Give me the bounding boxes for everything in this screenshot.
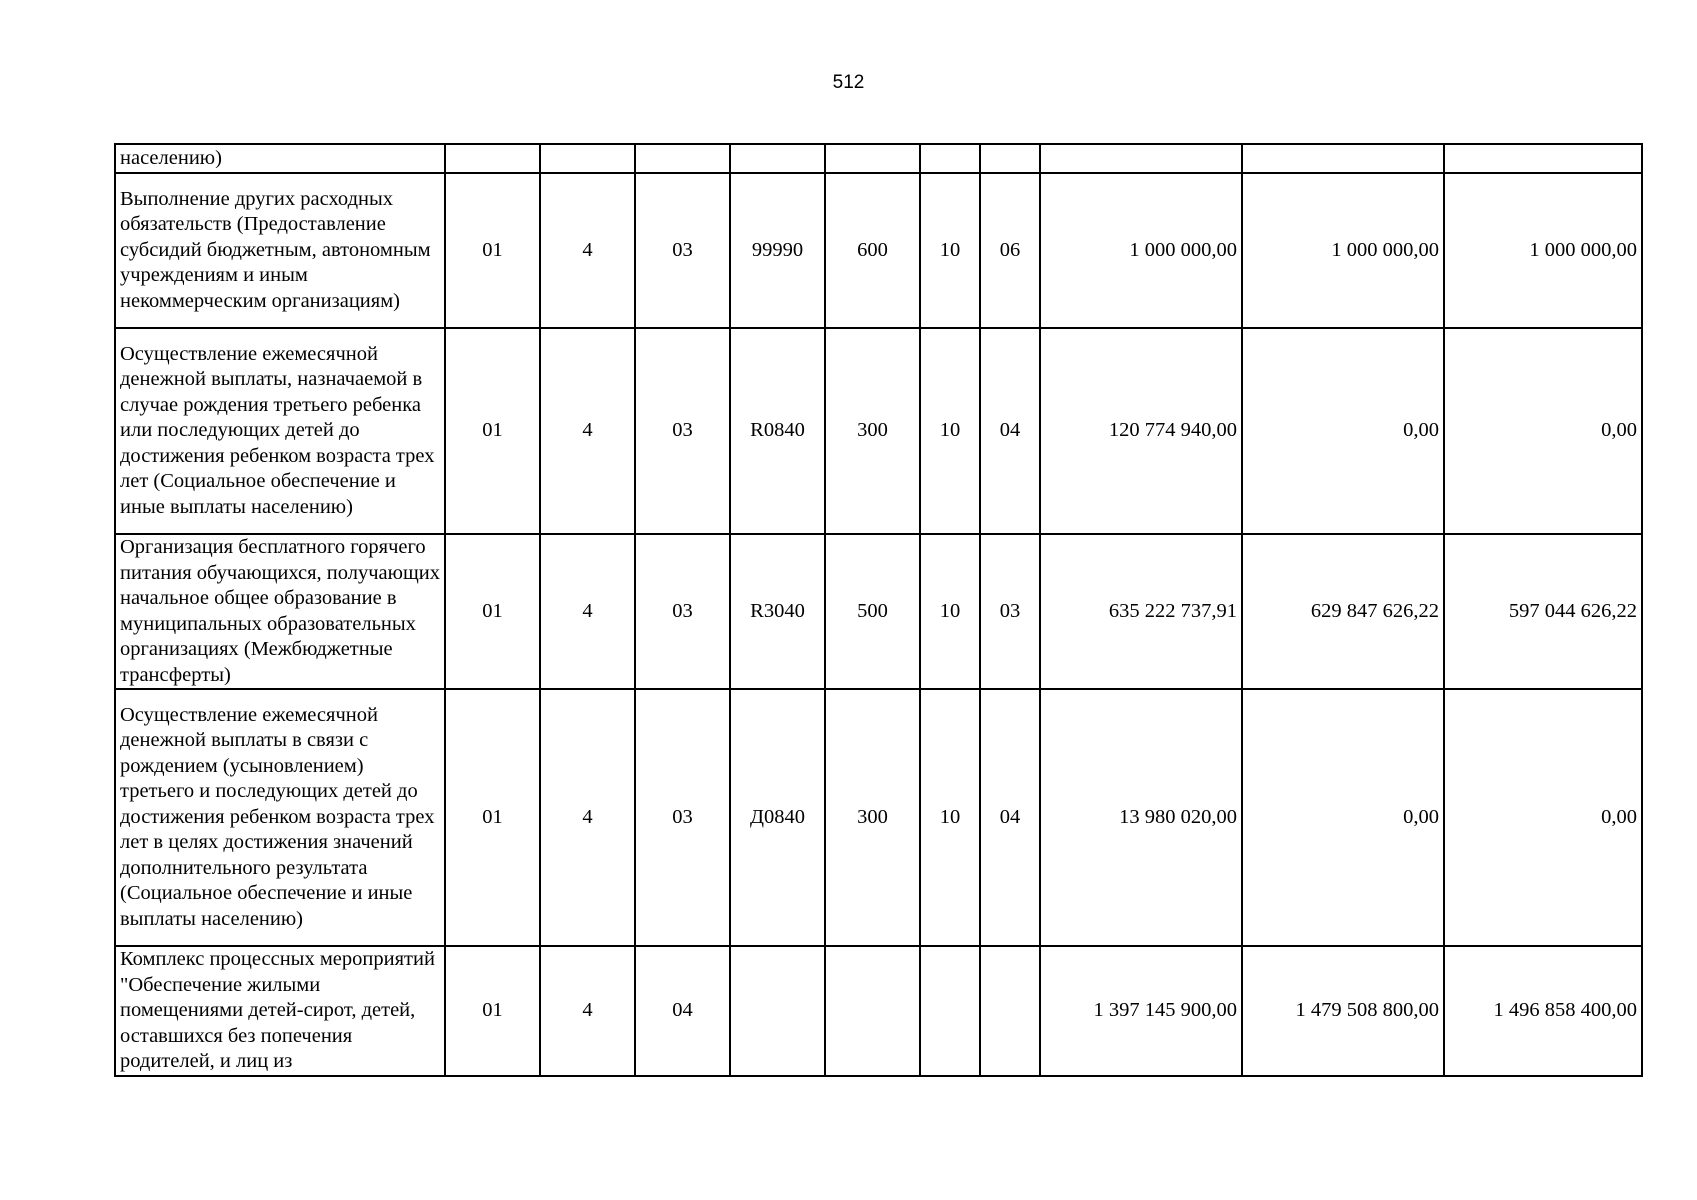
amount-year2-cell: 629 847 626,22 <box>1242 534 1444 689</box>
row-description: Осуществление ежемесячной денежной выплаты, назначаемой в случае рождения третьего ребенка или последующих детей до достижения ребенком возраста трех лет (Социальное обеспечение и иные выплаты населению) <box>115 328 445 534</box>
expense-type-cell: 500 <box>825 534 920 689</box>
program-code-cell <box>445 144 540 173</box>
subprogram-type-cell: 4 <box>540 173 635 328</box>
subsection-cell: 06 <box>980 173 1040 328</box>
expense-type-cell: 300 <box>825 328 920 534</box>
amount-year2-cell <box>1242 144 1444 173</box>
amount-year3-cell: 0,00 <box>1444 689 1642 946</box>
expense-type-cell <box>825 144 920 173</box>
row-description: Организация бесплатного горячего питания обучающихся, получающих начальное общее образование в муниципальных образовательных организациях (Межбюджетные трансферты) <box>115 534 445 689</box>
budget-table <box>114 143 1643 1077</box>
subprogram-type-cell: 4 <box>540 534 635 689</box>
subsection-cell: 04 <box>980 689 1040 946</box>
table-row <box>115 946 1642 1076</box>
amount-year2-cell: 1 000 000,00 <box>1242 173 1444 328</box>
subsection-cell <box>980 946 1040 1076</box>
subprogram-type-cell: 4 <box>540 946 635 1076</box>
activity-code-cell: 03 <box>635 173 730 328</box>
row-description: Выполнение других расходных обязательств (Предоставление субсидий бюджетным, автономным учреждениям и иным некоммерческим организациям) <box>115 173 445 328</box>
activity-code-cell: 03 <box>635 534 730 689</box>
amount-year3-cell: 597 044 626,22 <box>1444 534 1642 689</box>
activity-code-cell: 03 <box>635 328 730 534</box>
subsection-cell <box>980 144 1040 173</box>
row-description: населению) <box>115 144 445 173</box>
section-cell: 10 <box>920 173 980 328</box>
direction-code-cell: Д0840 <box>730 689 825 946</box>
program-code-cell: 01 <box>445 534 540 689</box>
table-row <box>115 173 1642 328</box>
expense-type-cell: 600 <box>825 173 920 328</box>
direction-code-cell <box>730 946 825 1076</box>
row-description: Комплекс процессных мероприятий "Обеспечение жилыми помещениями детей-сирот, детей, оставшихся без попечения родителей, и лиц из <box>115 946 445 1076</box>
amount-year1-cell: 635 222 737,91 <box>1040 534 1242 689</box>
amount-year2-cell: 0,00 <box>1242 328 1444 534</box>
direction-code-cell: R0840 <box>730 328 825 534</box>
program-code-cell: 01 <box>445 328 540 534</box>
expense-type-cell: 300 <box>825 689 920 946</box>
amount-year1-cell <box>1040 144 1242 173</box>
amount-year1-cell: 1 000 000,00 <box>1040 173 1242 328</box>
page-number: 512 <box>832 72 865 93</box>
subsection-cell: 03 <box>980 534 1040 689</box>
amount-year3-cell: 1 496 858 400,00 <box>1444 946 1642 1076</box>
amount-year1-cell: 13 980 020,00 <box>1040 689 1242 946</box>
program-code-cell: 01 <box>445 173 540 328</box>
subprogram-type-cell <box>540 144 635 173</box>
section-cell <box>920 144 980 173</box>
direction-code-cell: 99990 <box>730 173 825 328</box>
row-description: Осуществление ежемесячной денежной выплаты в связи с рождением (усыновлением) третьего и последующих детей до достижения ребенком возраста трех лет в целях достижения значений дополнительного результата (Социальное обеспечение и иные выплаты населению) <box>115 689 445 946</box>
subprogram-type-cell: 4 <box>540 689 635 946</box>
section-cell: 10 <box>920 534 980 689</box>
subprogram-type-cell: 4 <box>540 328 635 534</box>
program-code-cell: 01 <box>445 946 540 1076</box>
activity-code-cell: 04 <box>635 946 730 1076</box>
amount-year3-cell <box>1444 144 1642 173</box>
amount-year3-cell: 0,00 <box>1444 328 1642 534</box>
section-cell <box>920 946 980 1076</box>
subsection-cell: 04 <box>980 328 1040 534</box>
program-code-cell: 01 <box>445 689 540 946</box>
activity-code-cell <box>635 144 730 173</box>
amount-year2-cell: 1 479 508 800,00 <box>1242 946 1444 1076</box>
table-row <box>115 534 1642 689</box>
section-cell: 10 <box>920 328 980 534</box>
direction-code-cell: R3040 <box>730 534 825 689</box>
amount-year1-cell: 1 397 145 900,00 <box>1040 946 1242 1076</box>
table-row <box>115 689 1642 946</box>
amount-year2-cell: 0,00 <box>1242 689 1444 946</box>
expense-type-cell <box>825 946 920 1076</box>
section-cell: 10 <box>920 689 980 946</box>
direction-code-cell <box>730 144 825 173</box>
amount-year1-cell: 120 774 940,00 <box>1040 328 1242 534</box>
activity-code-cell: 03 <box>635 689 730 946</box>
amount-year3-cell: 1 000 000,00 <box>1444 173 1642 328</box>
table-row <box>115 328 1642 534</box>
table-row <box>115 144 1642 173</box>
